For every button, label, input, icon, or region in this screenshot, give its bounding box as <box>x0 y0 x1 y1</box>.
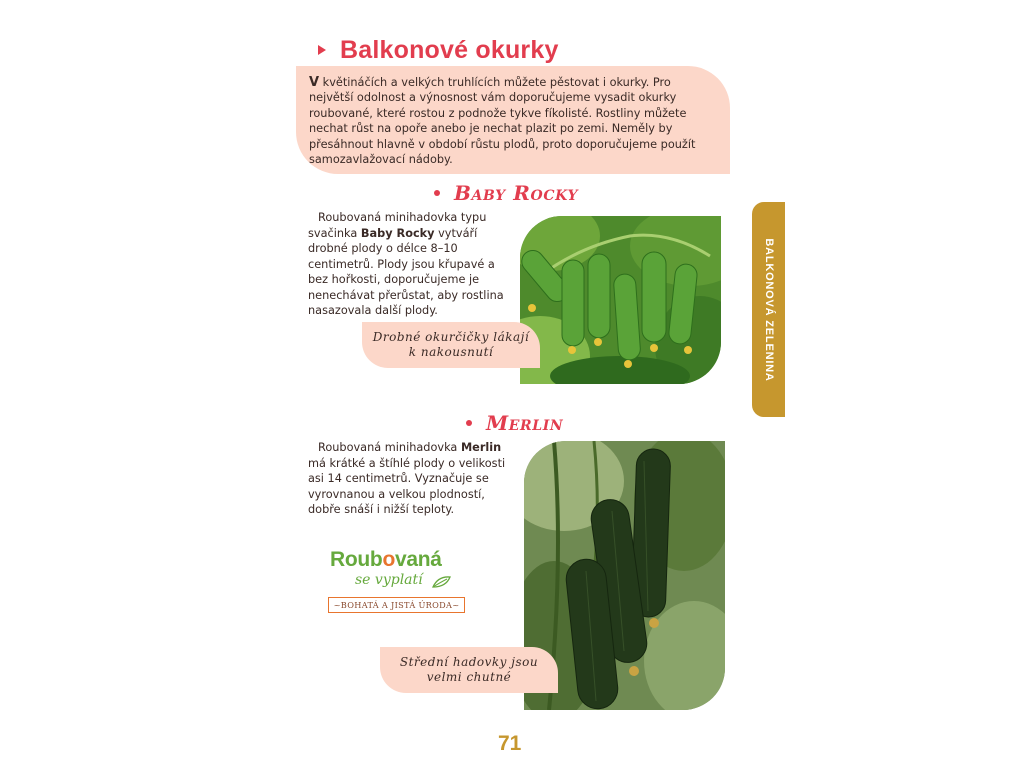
leaf-icon <box>432 575 452 589</box>
desc-text: Roubovaná minihadovka typu svačinka <box>308 211 487 240</box>
logo-part: o <box>382 548 395 571</box>
variety-name: Baby Rocky <box>454 181 579 205</box>
variety-heading-merlin <box>466 410 563 436</box>
roubovana-logo <box>328 548 468 618</box>
photo-baby-rocky <box>520 216 721 384</box>
intro-paragraph <box>309 75 714 167</box>
triangle-right-icon <box>318 45 326 55</box>
section-title: Balkonové okurky <box>340 35 559 64</box>
desc-text: vytváří drobné plody o délce 8–10 centimetrů. Plody jsou křupavé a bez hořkosti, doporučujeme je nenechávat přerůstat, aby rostlina nasazovala další plody. <box>308 226 504 317</box>
variety-description-merlin <box>308 440 508 518</box>
bullet-dot-icon <box>466 420 472 426</box>
desc-text: má krátké a štíhlé plody o velikosti asi 14 centimetrů. Vyznačuje se vyrovnanou a velkou plodností, dobře snáší i nižší teploty. <box>308 456 506 516</box>
caption-bubble-merlin <box>380 647 558 693</box>
caption-line: k nakousnutí <box>408 345 494 359</box>
logo-part: vaná <box>394 548 442 571</box>
variety-heading-baby-rocky <box>434 180 578 206</box>
caption-line: Drobné okurčičky lákají <box>372 330 530 344</box>
variety-description-baby-rocky <box>308 210 504 319</box>
caption-bubble-baby-rocky <box>362 322 540 368</box>
caption-line: velmi chutné <box>426 670 512 684</box>
intro-box <box>296 66 730 174</box>
intro-first-letter: V <box>309 75 320 90</box>
section-heading <box>318 34 559 66</box>
desc-bold-name: Baby Rocky <box>360 226 435 240</box>
logo-title <box>330 548 442 572</box>
bullet-dot-icon <box>434 190 440 196</box>
variety-name: Merlin <box>486 411 564 435</box>
chapter-label: BALKONOVÁ ZELENINA <box>762 237 775 382</box>
page-number: 71 <box>498 732 522 755</box>
logo-tagline: se vyplatí <box>355 572 423 588</box>
logo-part: Roub <box>330 548 383 571</box>
intro-text: květináčích a velkých truhlících můžete pěstovat i okurky. Pro největší odolnost a výnosnost vám doporučujeme vysadit okurky roubované, které rostou z podnože tykve fíkolisté. Rostliny můžete nechat růst na opoře anebo je nechat plazit po zemi. Neměly by přesáhnout hlavně v období růstu plodů, proto doporučujeme použít samozavlažovací nádoby. <box>309 76 696 167</box>
logo-subtitle: ~BOHATÁ A JISTÁ ÚRODA~ <box>328 597 465 613</box>
chapter-side-tab <box>752 202 785 417</box>
caption-line: Střední hadovky jsou <box>399 655 539 669</box>
desc-bold-name: Merlin <box>460 441 502 454</box>
desc-text: Roubovaná minihadovka <box>318 441 461 454</box>
